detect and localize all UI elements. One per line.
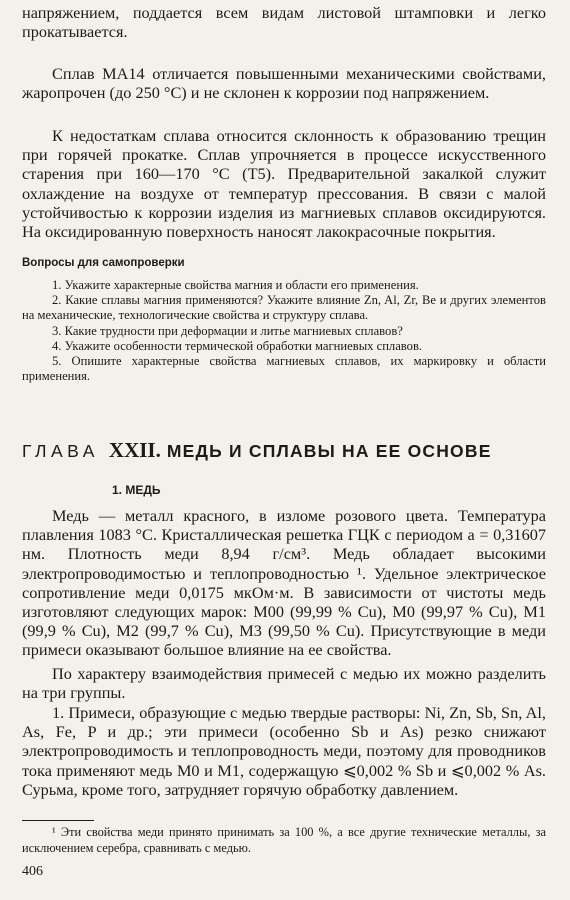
chapter-number: XXII.	[108, 438, 161, 462]
self-check-heading: Вопросы для самопроверки	[22, 257, 185, 269]
question-item: 3. Какие трудности при деформации и литье магниевых сплавов?	[52, 323, 403, 338]
chapter-heading	[22, 439, 546, 462]
chapter-title: МЕДЬ И СПЛАВЫ НА ЕЕ ОСНОВЕ	[166, 441, 492, 461]
paragraph-ma14-properties: Сплав МА14 отличается повышенными механическими свойствами, жаропрочен (до 250 °С) и не склонен к коррозии под напряжением.	[22, 64, 546, 103]
chapter-label: ГЛАВА	[22, 441, 99, 461]
question-item: 1. Укажите характерные свойства магния и области его применения.	[52, 278, 419, 292]
paragraph-impurity-groups: По характеру взаимодействия примесей с медью их можно разделить на три группы.	[22, 664, 546, 703]
question-item: 5. Опишите характерные свойства магниевых сплавов, их маркировку и области применения.	[22, 354, 546, 384]
question-item: 4. Укажите особенности термической обработки магниевых сплавов.	[52, 338, 423, 353]
section-heading: 1. МЕДЬ	[112, 483, 161, 497]
page-number: 406	[22, 864, 43, 879]
paragraph-continuation: напряжением, поддается всем видам листовой штамповки и легко прокатывается.	[22, 3, 546, 42]
footnote-rule	[22, 820, 94, 821]
footnote: ¹ Эти свойства меди принято принимать за 100 %, а все другие технические металлы, за исключением серебра, сравнивать с медью.	[22, 825, 546, 855]
paragraph-copper-properties: Медь — металл красного, в изломе розового цвета. Температура плавления 1083 °С. Кристаллическая решетка ГЦК с периодом a = 0,31607 нм. Плотность меди 8,94 г/см³. Медь обладает высокими электропроводимостью и теплопроводностью ¹. Удельное электрическое сопротивление меди 0,0175 мкОм·м. В зависимости от чистоты медь изготовляют следующих марок: М00 (99,99 % Cu), М0 (99,97 % Cu), М1 (99,9 % Cu), М2 (99,7 % Cu), М3 (99,50 % Cu). Присутствующие в меди примеси оказывают большое влияние на ее свойства.	[22, 506, 546, 660]
paragraph-solid-solution-impurities: 1. Примеси, образующие с медью твердые растворы: Ni, Zn, Sb, Sn, Al, As, Fe, P и др.; эти примеси (особенно Sb и As) резко снижают электропроводимость и теплопроводность меди, поэтому для проводников тока применяют медь М0 и М1, содержащую ⩽0,002 % Sb и ⩽0,002 % As. Сурьма, кроме того, затрудняет горячую обработку давлением.	[22, 703, 546, 799]
self-check-questions	[22, 278, 546, 384]
question-item: 2. Какие сплавы магния применяются? Укажите влияние Zn, Al, Zr, Be и других элементов на механические, технологические свойства и структуру сплава.	[22, 293, 546, 323]
paragraph-alloy-drawbacks: К недостаткам сплава относится склонность к образованию трещин при горячей прокатке. Сплав упрочняется в процессе искусственного старения при 160—170 °С (Т5). Предварительной закалкой служит охлаждение на воздухе от температур прессования. В связи с малой устойчивостью к коррозии изделия из магниевых сплавов оксидируются. На оксидированную поверхность наносят лакокрасочные покрытия.	[22, 126, 546, 242]
